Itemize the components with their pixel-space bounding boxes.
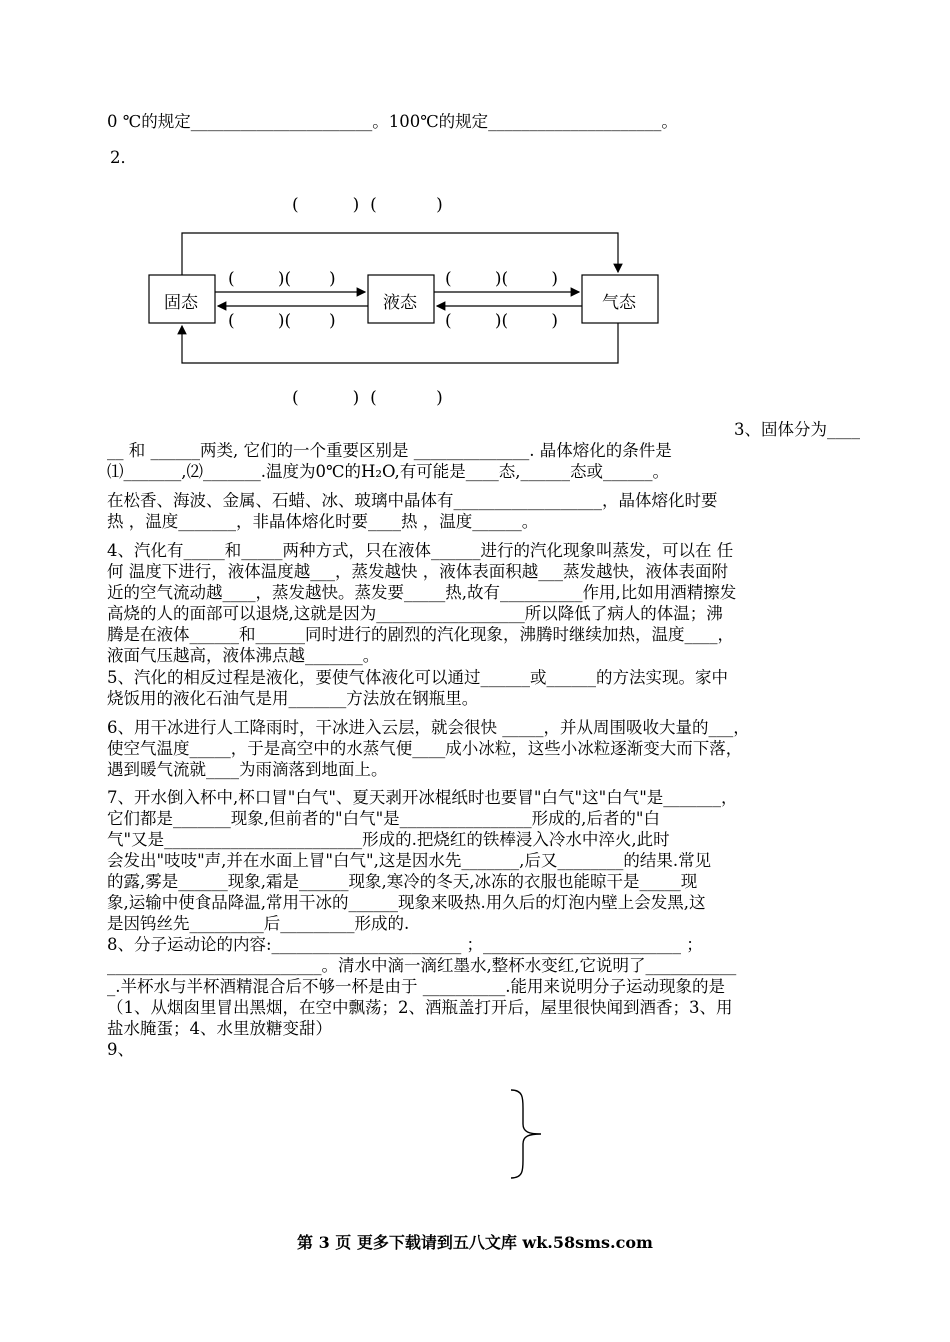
q1-line: 0 ℃的规定______________________。100℃的规定_____________________。 [107,112,678,131]
curly-brace-icon [505,1088,550,1180]
q3b-line-1: 在松香、海波、金属、石蜡、冰、玻璃中晶体有__________________，晶体熔化时要 [107,491,718,510]
page-footer: 第 3 页 更多下载请到五八文库 wk.58sms.com [297,1233,653,1252]
q3-line-3: ⑴_______,⑵_______.温度为0℃的H₂O,有可能是____态,______态或______。 [107,462,669,481]
q3-line-2: __ 和 ______两类, 它们的一个重要区别是 ______________. 晶体熔化的条件是 [107,441,672,460]
q5-line-2: 烧饭用的液化石油气是用_______方法放在钢瓶里。 [107,689,479,708]
q8-line-2: __________________________。清水中滴一滴红墨水,整杯水变红,它说明了___________ [107,956,737,975]
top-blanks: ( ) ( ) [292,195,443,215]
upper-right-blanks: ( )( ) [445,269,558,289]
q4-line-3: 近的空气流动越____，蒸发越快。蒸发要_____热,故有__________作用,比如用酒精擦发 [107,583,737,602]
q7-line-5: 的露,雾是______现象,霜是______现象,寒冷的冬天,冰冻的衣服也能晾干是_____现 [107,872,698,891]
liquid-label: 液态 [383,293,417,313]
q4-line-4: 高烧的人的面部可以退烧,这就是因为__________________所以降低了病人的体温；沸 [107,604,723,623]
bottom-blanks: ( ) ( ) [292,388,443,408]
q7-line-4: 会发出"吱吱"声,并在水面上冒"白气",这是因水先_______,后又________的结果.常见 [107,851,712,870]
q7-line-2: 它们都是_______现象,但前者的"白气"是________________形成的,后者的"白 [107,809,661,828]
q4-line-2: 何 温度下进行，液体温度越___，蒸发越快 ，液体表面积越___蒸发越快，液体表面附 [107,562,728,581]
q7-line-6: 象,运输中使食品降温,常用干冰的______现象来吸热.用久后的灯泡内壁上会发黑,这 [107,893,706,912]
upper-left-blanks: ( )( ) [228,269,336,289]
q6-line-2: 使空气温度_____，于是高空中的水蒸气便____成小冰粒，这些小冰粒逐渐变大而下落， [107,739,743,758]
q4-line-6: 液面气压越高，液体沸点越_______。 [107,646,380,665]
state-change-diagram [140,185,680,415]
q8-line-1: 8、分子运动论的内容:_______________________ ；________________________ ； [107,935,703,954]
q6-line-3: 遇到暖气流就____为雨滴落到地面上。 [107,760,388,779]
q4-line-5: 腾是在液体______和______同时进行的剧烈的汽化现象，沸腾时继续加热，温度____， [107,625,734,644]
q3-line-1: 3、固体分为____ [734,420,860,439]
q4-line-1: 4、汽化有_____和_____两种方式，只在液体______进行的汽化现象叫蒸发，可以在 任 [107,541,734,560]
lower-left-blanks: ( )( ) [228,311,336,331]
q8-line-3: _.半杯水与半杯酒精混合后不够一杯是由于 __________.能用来说明分子运动现象的是 [107,977,725,996]
solid-label: 固态 [164,293,198,313]
q2-label: 2． [110,148,137,167]
q5-line-1: 5、汽化的相反过程是液化，要使气体液化可以通过______或______的方法实现。家中 [107,668,728,687]
q9-label: 9、 [107,1040,134,1059]
gas-label: 气态 [602,293,636,313]
q8-line-4: （1、从烟囱里冒出黑烟，在空中飘荡；2、酒瓶盖打开后，屋里很快闻到酒香；3、用 [107,998,733,1017]
q8-line-5: 盐水腌蛋；4、水里放糖变甜） [107,1019,332,1038]
q6-line-1: 6、用干冰进行人工降雨时，干冰进入云层，就会很快 _____，并从周围吸收大量的___， [107,718,750,737]
q7-line-3: 气"又是________________________形成的.把烧红的铁棒浸入冷水中淬火,此时 [107,830,670,849]
q3b-line-2: 热 ，温度_______，非晶体熔化时要____热 ，温度______。 [107,512,539,531]
lower-right-blanks: ( )( ) [445,311,558,331]
q7-line-7: 是因钨丝先_________后_________形成的. [107,914,410,933]
q7-line-1: 7、开水倒入杯中,杯口冒"白气"、夏天剥开冰棍纸时也要冒"白气"这"白气"是_______， [107,788,738,807]
